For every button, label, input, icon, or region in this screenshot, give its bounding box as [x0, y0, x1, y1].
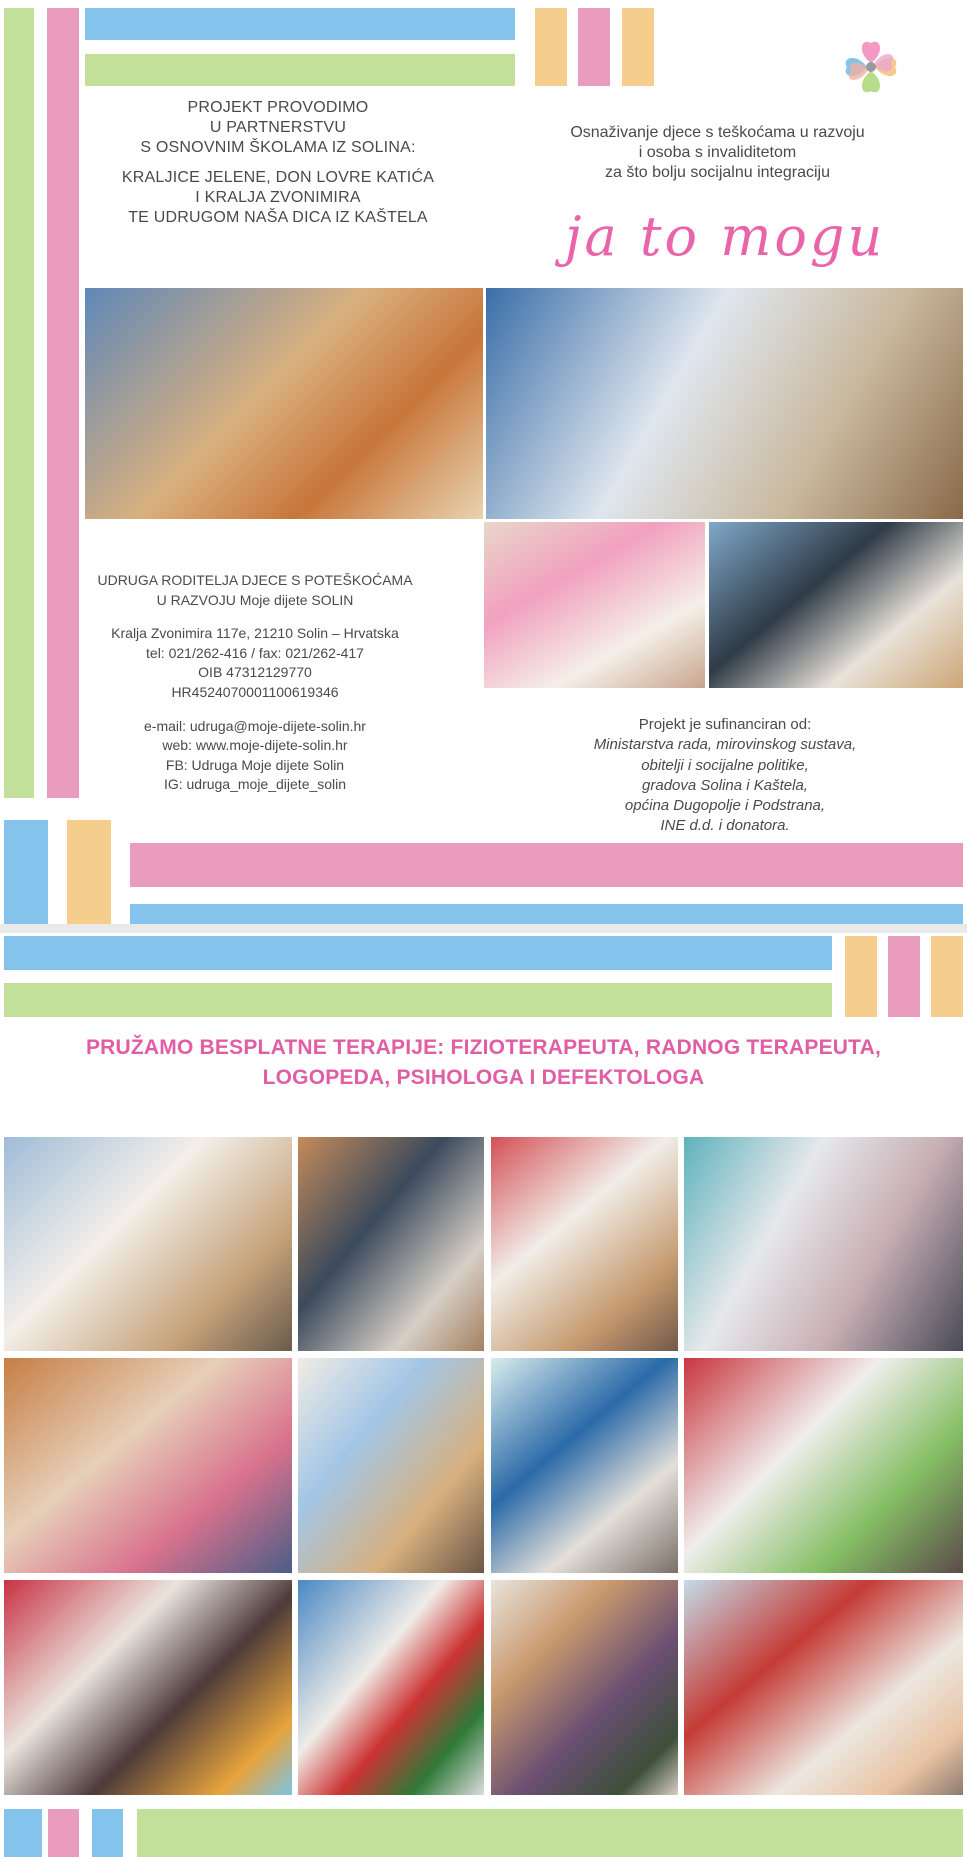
cofunding-info: [560, 715, 890, 837]
photo-grid-item: [684, 1358, 963, 1573]
deco-bar-left-pink: [47, 8, 79, 798]
cofunding-line: općina Dugopolje i Podstrana,: [624, 797, 826, 814]
photo-grid-item: [491, 1137, 678, 1351]
deco-bar-top-green: [85, 54, 515, 86]
deco-bar-top-orange-1: [535, 8, 567, 86]
photo-grid-item: [684, 1580, 963, 1795]
cofunding-heading: Projekt je sufinanciran od:: [638, 716, 812, 733]
org-phone: tel: 021/262-416 / fax: 021/262-417: [146, 644, 364, 661]
org-address: Kralja Zvonimira 117e, 21210 Solin – Hrvatska: [111, 625, 399, 642]
tagline: [520, 123, 915, 183]
deco-bar-bottom-orange-small: [67, 820, 111, 924]
org-facebook: FB: Udruga Moje dijete Solin: [165, 756, 345, 773]
cofunding-line: gradova Solina i Kaštela,: [642, 776, 808, 794]
photo-laptop-session: [709, 522, 963, 688]
org-oib: OIB 47312129770: [198, 664, 312, 681]
tagline-line: i osoba s invaliditetom: [638, 144, 797, 161]
deco-bar-top-orange-2: [931, 936, 963, 1017]
therapies-title-line: LOGOPEDA, PSIHOLOGA I DEFEKTOLOGA: [262, 1066, 705, 1090]
org-iban: HR4524070001100619346: [171, 683, 339, 700]
partner-line: I KRALJA ZVONIMIRA: [195, 189, 361, 206]
photo-grid-item: [4, 1358, 292, 1573]
partnership-text: [88, 98, 468, 228]
cofunding-line: Ministarstva rada, mirovinskog sustava,: [593, 736, 857, 754]
deco-bar-top-orange-1: [845, 936, 877, 1017]
photo-therapy-session-1: [85, 288, 483, 519]
photo-therapy-session-2: [486, 288, 963, 519]
tagline-line: Osnaživanje djece s teškoćama u razvoju: [570, 124, 865, 141]
deco-bar-top-orange-2: [622, 8, 654, 86]
deco-bar-bottom-blue-small-2: [92, 1809, 123, 1857]
photo-grid-item: [491, 1358, 678, 1573]
photo-grid-item: [298, 1580, 484, 1795]
deco-bar-left-green: [4, 8, 34, 798]
partner-line: TE UDRUGOM NAŠA DICA IZ KAŠTELA: [128, 209, 428, 226]
deco-bar-bottom-blue-small: [4, 820, 48, 924]
photo-grid-item: [4, 1137, 292, 1351]
organization-contact: [85, 571, 425, 795]
deco-bar-bottom-pink-small: [48, 1809, 79, 1857]
tagline-line: za što bolju socijalnu integraciju: [604, 164, 830, 181]
cofunding-line: obitelji i socijalne politike,: [641, 756, 809, 774]
org-name: UDRUGA RODITELJA DJECE S POTEŠKOĆAMA: [97, 572, 413, 588]
partner-line: U PARTNERSTVU: [209, 119, 347, 136]
photo-grid-item: [491, 1580, 678, 1795]
org-web: web: www.moje-dijete-solin.hr: [162, 737, 348, 754]
deco-bar-top-pink: [888, 936, 920, 1017]
deco-bar-top-green: [4, 983, 832, 1017]
photo-grid-item: [298, 1137, 484, 1351]
deco-bar-bottom-green: [137, 1809, 963, 1857]
flower-hearts-logo-icon: [838, 34, 904, 100]
photo-grid-item: [298, 1358, 484, 1573]
photo-grid-item: [684, 1137, 963, 1351]
partner-line: PROJEKT PROVODIMO: [187, 99, 369, 116]
deco-bar-top-pink: [578, 8, 610, 86]
deco-bar-bottom-blue: [130, 904, 963, 924]
deco-bar-top-blue: [4, 936, 832, 970]
deco-bar-bottom-blue-small: [4, 1809, 42, 1857]
therapies-title-line: PRUŽAMO BESPLATNE TERAPIJE: FIZIOTERAPEUTA, RADNOG TERAPEUTA,: [85, 1036, 882, 1059]
therapies-title: [40, 1033, 927, 1094]
slogan-ja-to-mogu: ja to mogu: [564, 205, 886, 268]
photo-children-smiling: [484, 522, 705, 688]
photo-grid-item: [4, 1580, 292, 1795]
deco-bar-top-blue: [85, 8, 515, 40]
flyer-page-front: [0, 0, 967, 924]
org-name: U RAZVOJU Moje dijete SOLIN: [156, 591, 354, 608]
partner-line: KRALJICE JELENE, DON LOVRE KATIĆA: [121, 169, 435, 186]
deco-bar-bottom-pink: [130, 843, 963, 887]
partner-line: S OSNOVNIM ŠKOLAMA IZ SOLINA:: [140, 139, 416, 156]
org-instagram: IG: udruga_moje_dijete_solin: [163, 776, 347, 793]
org-email: e-mail: udruga@moje-dijete-solin.hr: [144, 717, 366, 734]
cofunding-line: INE d.d. i donatora.: [660, 817, 790, 835]
